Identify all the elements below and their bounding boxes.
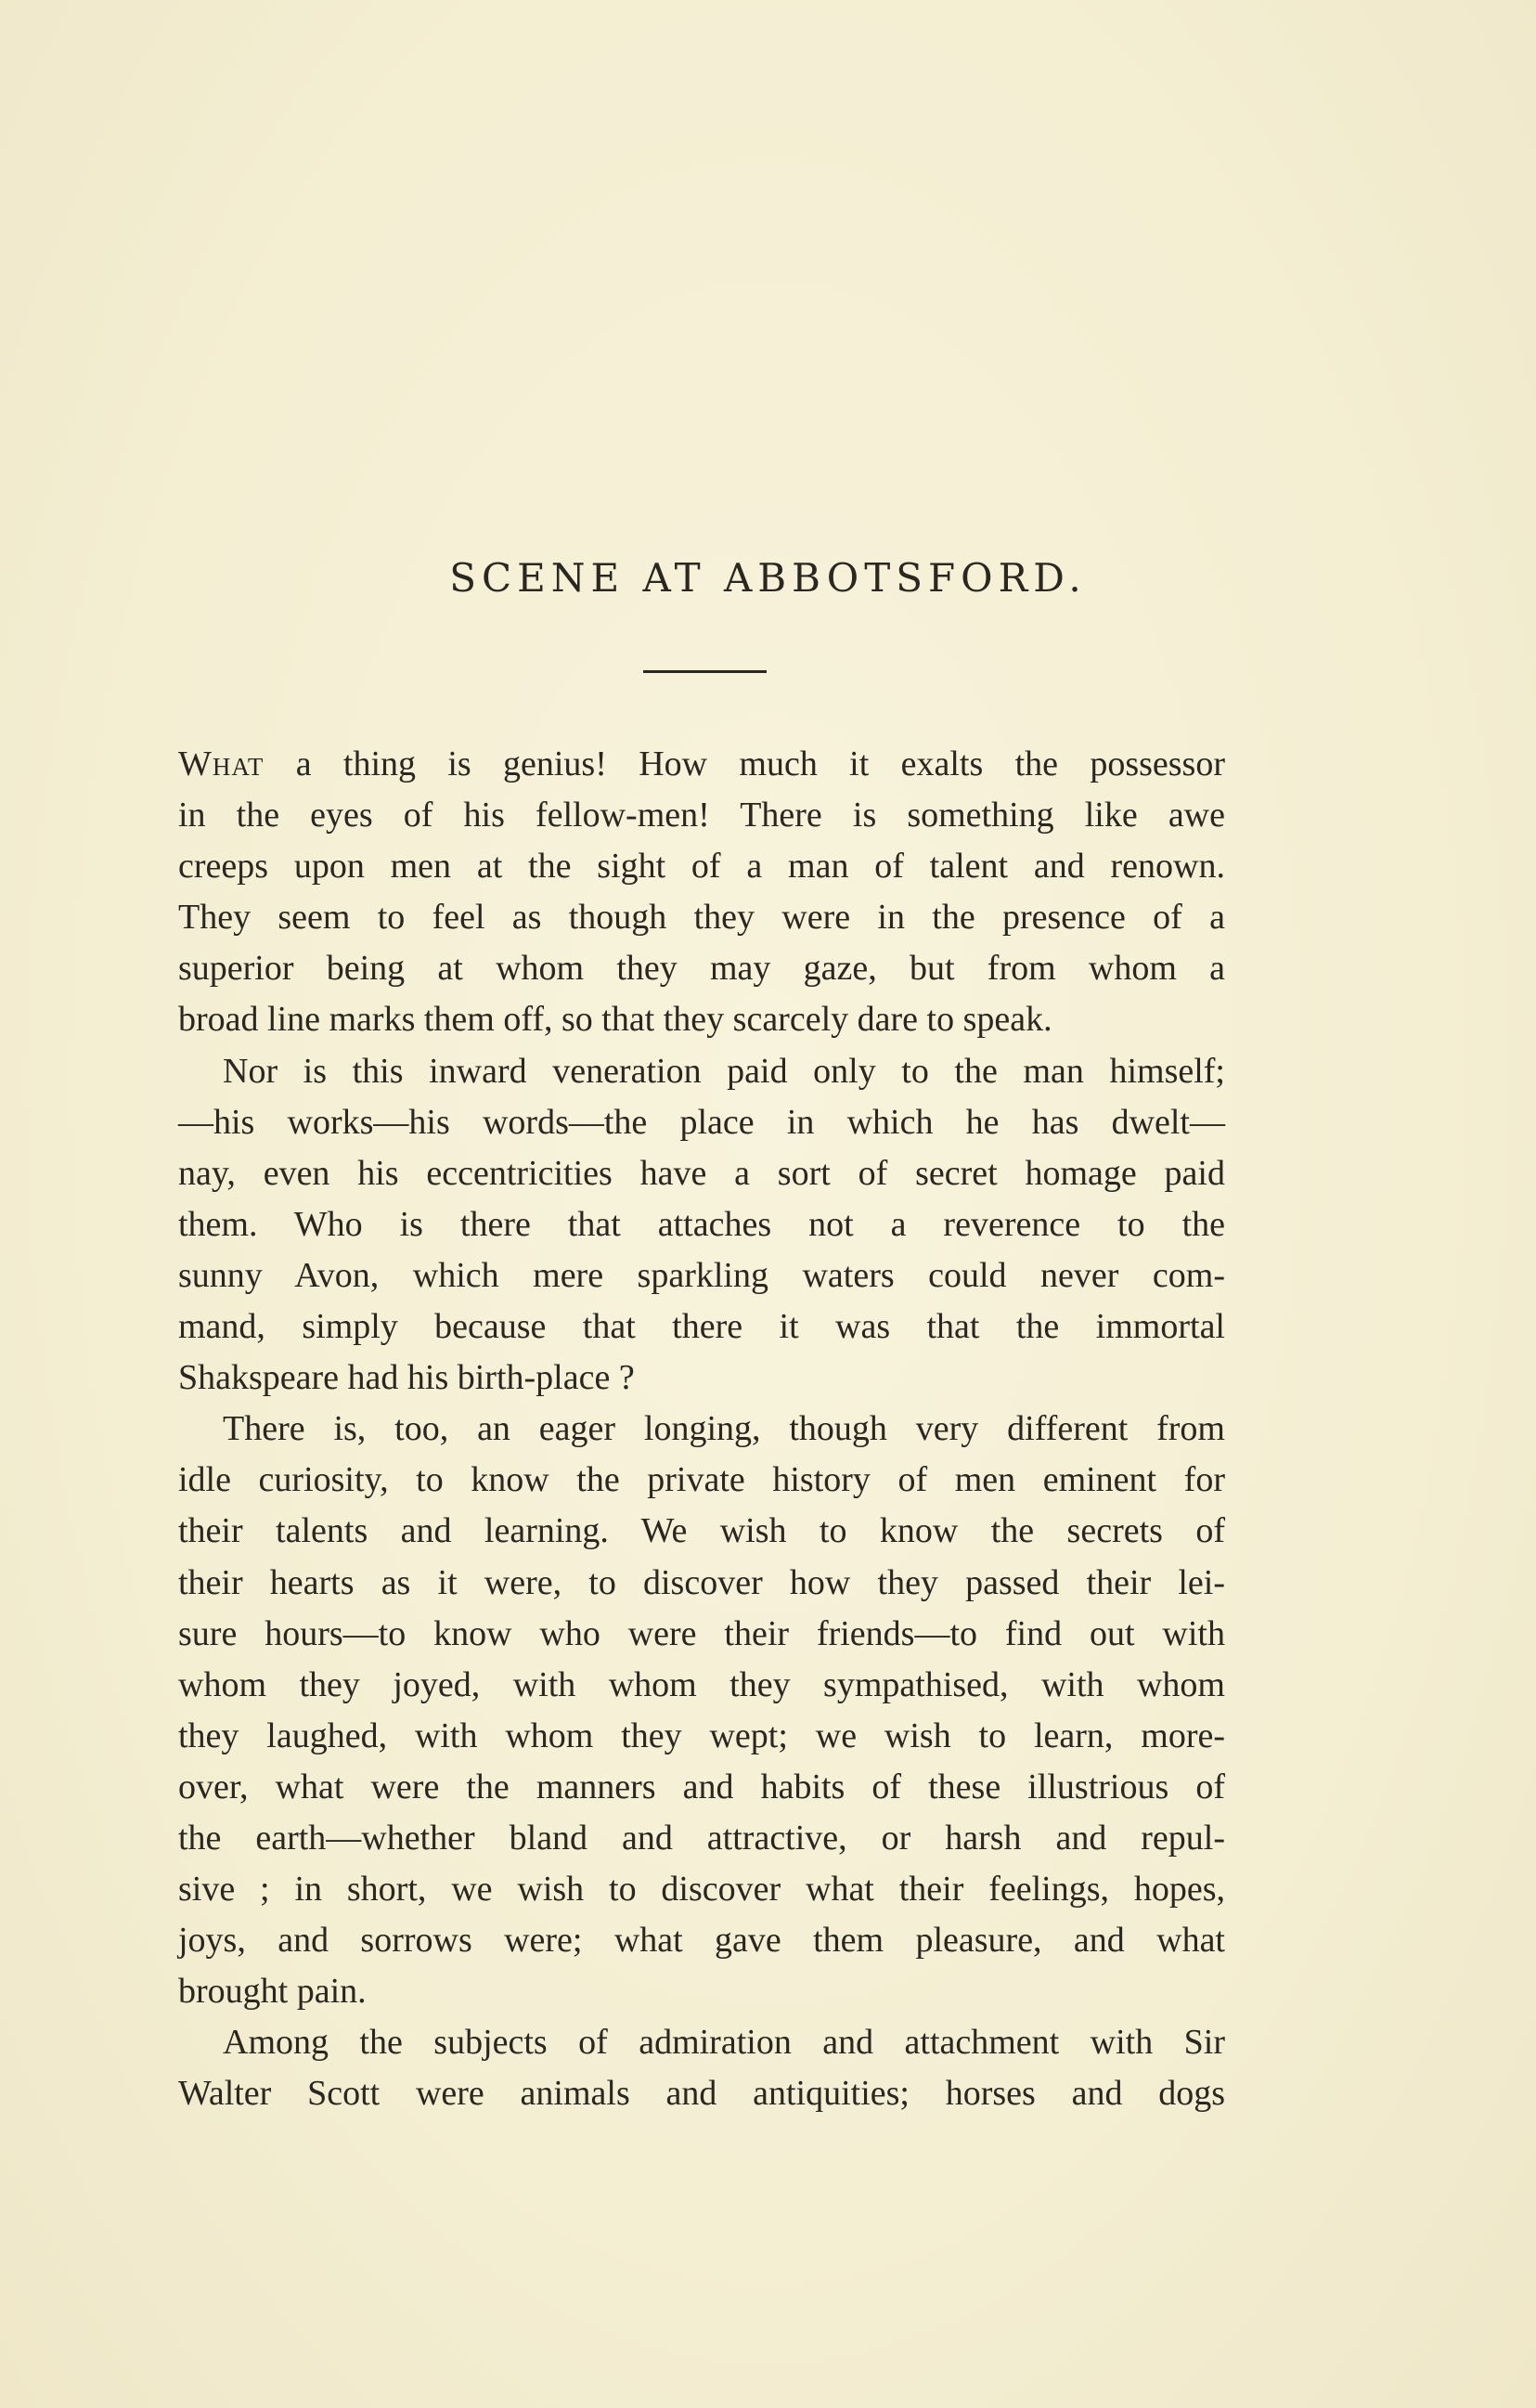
text-line: joys, and sorrows were; what gave them pleasure, and what — [178, 1921, 1225, 1961]
text-line: their hearts as it were, to discover how they passed their lei- — [178, 1562, 1225, 1602]
text-line: mand, simply because that there it was that the immortal — [178, 1307, 1225, 1347]
text-line: sure hours—to know who were their friends—to find out with — [178, 1613, 1225, 1653]
title-rule — [643, 670, 767, 673]
text-line: —his works—his words—the place in which he has dwelt— — [178, 1102, 1225, 1142]
text-line: them. Who is there that attaches not a reverence to the — [178, 1204, 1225, 1244]
text-line: over, what were the manners and habits of these illustrious of — [178, 1767, 1225, 1806]
text-line: in the eyes of his fellow-men! There is something like awe — [178, 796, 1225, 835]
text-line: creeps upon men at the sight of a man of talent and renown. — [178, 847, 1225, 887]
text-line: Shakspeare had his birth-place ? — [178, 1358, 635, 1398]
text-line: brought pain. — [178, 1972, 367, 2012]
text-line: They seem to feel as though they were in the presence of a — [178, 898, 1225, 938]
text-line: whom they joyed, with whom they sympathised, with whom — [178, 1664, 1225, 1704]
text-line: idle curiosity, to know the private history of men eminent for — [178, 1460, 1225, 1500]
text-line: What a thing is genius! How much it exalts the possessor — [178, 744, 1225, 783]
text-line: broad line marks them off, so that they scarcely dare to speak. — [178, 1000, 1052, 1040]
body-text — [178, 739, 1225, 2120]
drop-lead: What — [178, 744, 265, 783]
text-line: superior being at whom they may gaze, but from whom a — [178, 949, 1225, 989]
text-line: Nor is this inward veneration paid only to the man himself; — [223, 1051, 1225, 1091]
text-line: sive ; in short, we wish to discover what their feelings, hopes, — [178, 1870, 1225, 1910]
text-line: Walter Scott were animals and antiquities; horses and dogs — [178, 2074, 1225, 2114]
text-line: the earth—whether bland and attractive, or harsh and repul- — [178, 1818, 1225, 1858]
text-line: Among the subjects of admiration and attachment with Sir — [223, 2023, 1225, 2063]
text-line: their talents and learning. We wish to know the secrets of — [178, 1511, 1225, 1551]
page-title: SCENE AT ABBOTSFORD. — [449, 555, 1087, 601]
text-line: There is, too, an eager longing, though very different from — [223, 1409, 1225, 1449]
text-line: nay, even his eccentricities have a sort of secret homage paid — [178, 1153, 1225, 1193]
text-line: they laughed, with whom they wept; we wish to learn, more- — [178, 1715, 1225, 1755]
text-line: sunny Avon, which mere sparkling waters could never com- — [178, 1255, 1225, 1295]
